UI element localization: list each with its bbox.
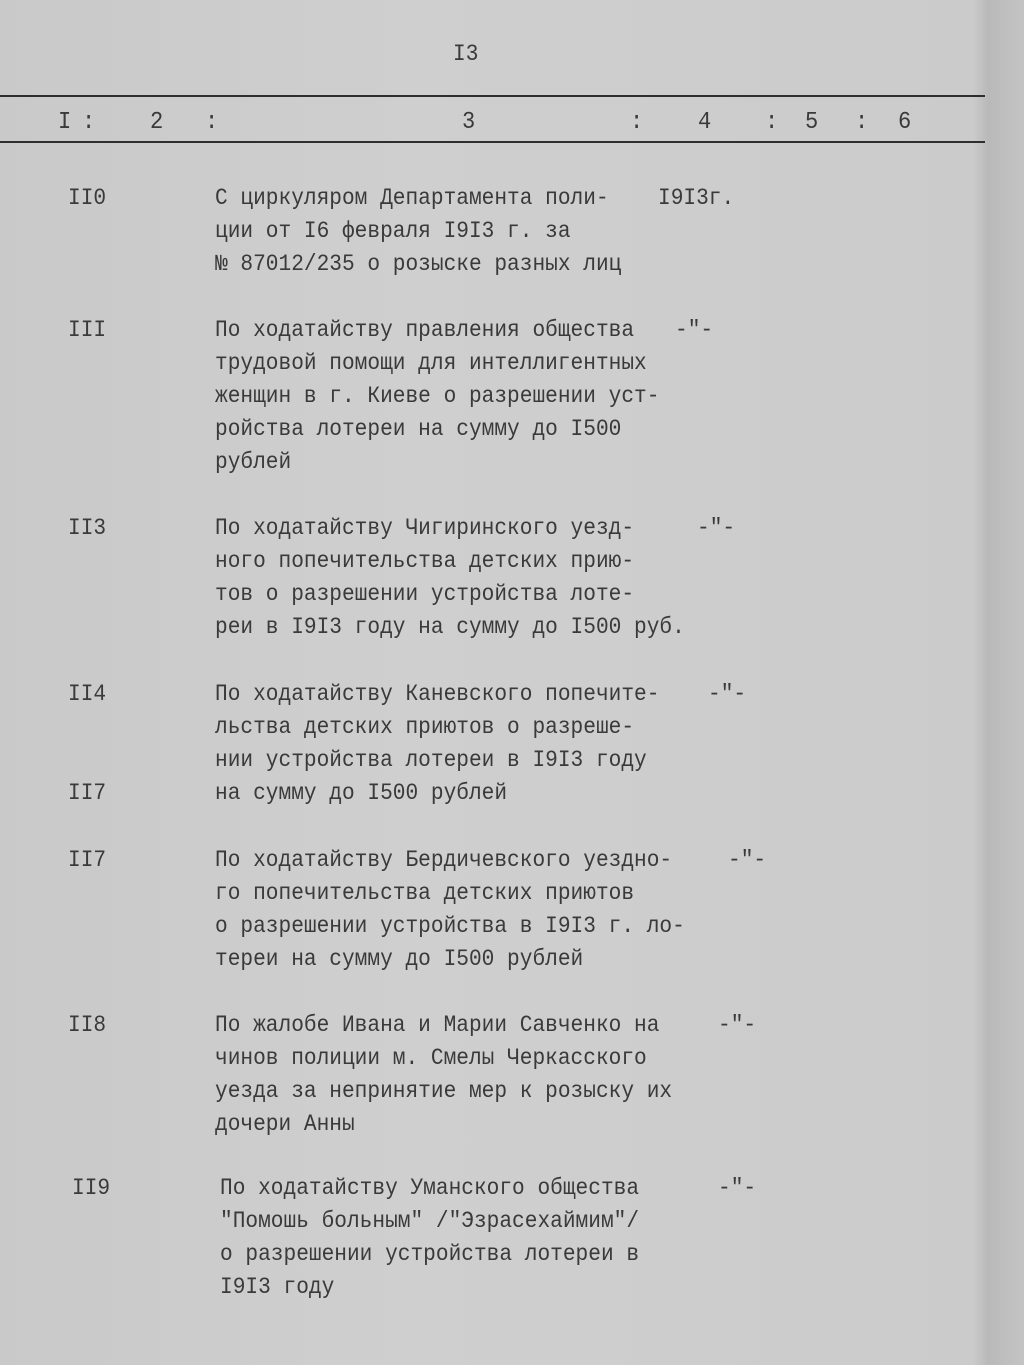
description-line: женщин в г. Киеве о разрешении уст- — [215, 383, 660, 409]
entry-date: I9I3г. — [658, 185, 735, 211]
description-line: ции от I6 февраля I9I3 г. за — [215, 218, 571, 244]
header-top-rule — [0, 95, 985, 97]
page-number: I3 — [453, 41, 479, 67]
column-2-header: 2 — [150, 109, 164, 136]
description-line: льства детских приютов о разреше- — [215, 714, 635, 740]
entry-date: -"- — [675, 317, 714, 343]
entry-number: III — [68, 317, 107, 343]
description-line: трудовой помощи для интеллигентных — [215, 350, 647, 376]
header-bottom-rule — [0, 141, 985, 143]
entry-date: -"- — [697, 515, 736, 541]
entry-number: II7 — [68, 847, 107, 873]
entry-date: -"- — [718, 1012, 757, 1038]
description-line: По ходатайству Уманского общества — [220, 1175, 640, 1201]
description-line: дочери Анны — [215, 1111, 355, 1137]
description-line: I9I3 году — [220, 1274, 335, 1300]
column-3-header: 3 — [462, 109, 476, 136]
entry-date: -"- — [718, 1175, 757, 1201]
entry-description — [215, 844, 685, 976]
description-line: "Помошь больным" /"Эзрасехаймим"/ — [220, 1208, 640, 1234]
description-line: чинов полиции м. Смелы Черкасского — [215, 1045, 647, 1071]
description-line: на сумму до I500 рублей — [215, 780, 508, 806]
column-separator: : — [765, 109, 779, 136]
description-line: тов о разрешении устройства лоте- — [215, 581, 635, 607]
description-line: № 87012/235 о розыске разных лиц — [215, 251, 622, 277]
entry-description — [215, 182, 621, 281]
description-line: уезда за непринятие мер к розыску их — [215, 1078, 673, 1104]
column-separator: : — [630, 109, 644, 136]
column-6-header: 6 — [898, 109, 912, 136]
entry-number: II0 — [68, 185, 107, 211]
entry-date: -"- — [728, 847, 767, 873]
column-1-header: I — [58, 109, 72, 136]
column-separator: : — [82, 109, 96, 136]
entry-extra-number: II7 — [68, 780, 107, 806]
description-line: рублей — [215, 449, 292, 475]
column-separator: : — [855, 109, 869, 136]
column-separator: : — [205, 109, 219, 136]
entry-description — [220, 1172, 639, 1304]
description-line: го попечительства детских приютов — [215, 880, 635, 906]
entry-description — [215, 314, 659, 479]
description-line: ного попечительства детских прию- — [215, 548, 635, 574]
description-line: По ходатайству Бердичевского уездно- — [215, 847, 673, 873]
description-line: ройства лотереи на сумму до I500 — [215, 416, 622, 442]
entry-description — [215, 1009, 672, 1141]
column-4-header: 4 — [698, 109, 712, 136]
description-line: С циркуляром Департамента поли- — [215, 185, 609, 211]
description-line: По ходатайству Чигиринского уезд- — [215, 515, 635, 541]
column-5-header: 5 — [805, 109, 819, 136]
description-line: о разрешении устройства в I9I3 г. ло- — [215, 913, 685, 939]
description-line: По ходатайству Каневского попечите- — [215, 681, 660, 707]
entry-number: II9 — [72, 1175, 111, 1201]
description-line: нии устройства лотереи в I9I3 году — [215, 747, 647, 773]
description-line: По ходатайству правления общества — [215, 317, 635, 343]
description-line: реи в I9I3 году на сумму до I500 руб. — [215, 614, 685, 640]
description-line: о разрешении устройства лотереи в — [220, 1241, 640, 1267]
entry-date: -"- — [708, 681, 747, 707]
entry-number: II4 — [68, 681, 107, 707]
entry-number: II8 — [68, 1012, 107, 1038]
entry-description — [215, 512, 685, 644]
description-line: тереи на сумму до I500 рублей — [215, 946, 584, 972]
entry-description — [215, 678, 659, 810]
description-line: По жалобе Ивана и Марии Савченко на — [215, 1012, 660, 1038]
entry-number: II3 — [68, 515, 107, 541]
